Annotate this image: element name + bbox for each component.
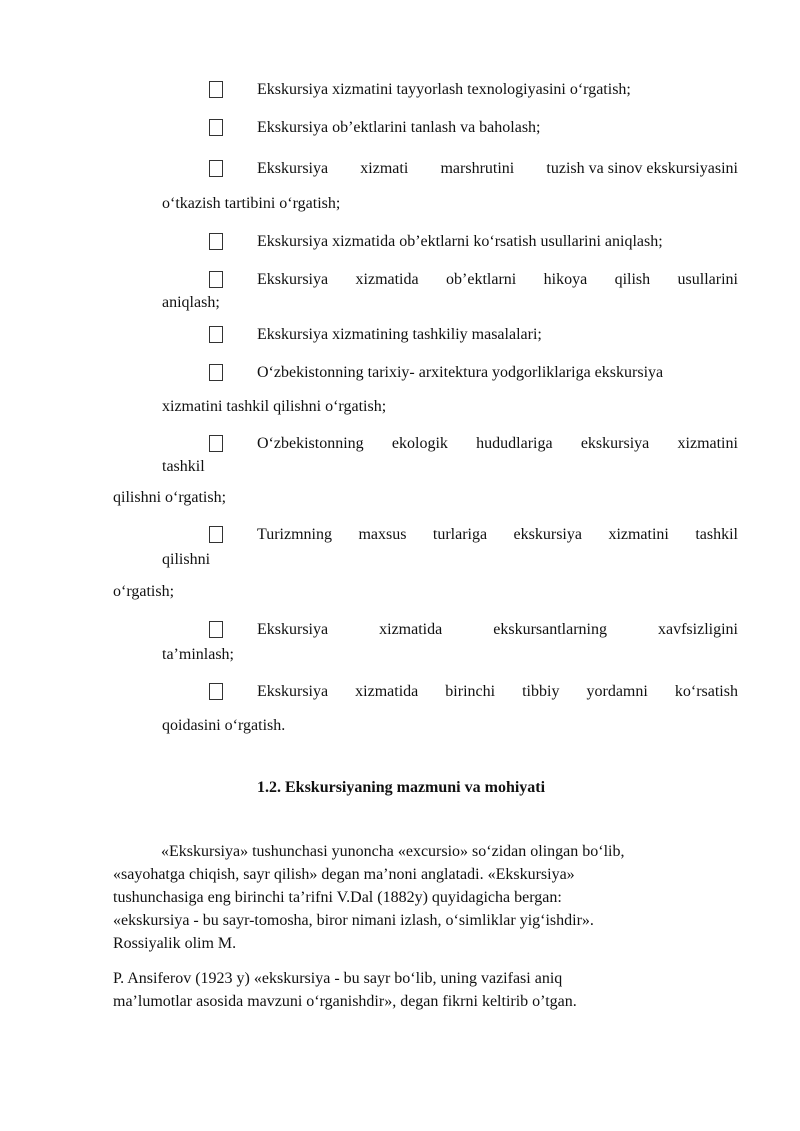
list-item [257, 159, 738, 179]
list-item-word: ekskursiya [513, 526, 582, 543]
list-item-continuation: qilishni [162, 551, 211, 568]
list-item-word: turlariga [432, 526, 488, 543]
paragraph-line: «ekskursiya - bu sayr-tomosha, biror nimani izlash, o‘simliklar yig‘ishdir». [113, 912, 594, 929]
list-item-continuation: tashkil [162, 458, 205, 475]
list-item-word: Ekskursiya [257, 683, 329, 700]
list-item: Ekskursiya ob’ektlarini tanlash va baholash; [257, 119, 541, 136]
list-item-word: xavfsizligini [658, 621, 738, 638]
list-item-word: ekologik [391, 435, 448, 452]
list-item-word: maxsus [358, 526, 407, 543]
bullet-icon [209, 526, 223, 543]
list-item-word: ob’ektlarni [446, 271, 517, 288]
bullet-icon [209, 364, 223, 381]
list-item-word: birinchi [445, 683, 496, 700]
list-item-continuation: qilishni o‘rgatish; [113, 489, 227, 506]
list-item [257, 434, 738, 454]
list-item [257, 270, 738, 290]
list-item: O‘zbekistonning tarixiy- arxitektura yodgorliklariga ekskursiya [257, 364, 664, 381]
list-item-word: xizmatida [379, 621, 443, 638]
list-item-word: usullarini [677, 271, 738, 288]
list-item-word: xizmatida [355, 271, 419, 288]
bullet-icon [209, 233, 223, 250]
list-item-word: Ekskursiya [257, 621, 329, 638]
list-item: Ekskursiya xizmatining tashkiliy masalalari; [257, 326, 542, 343]
paragraph [113, 967, 753, 1013]
paragraph-line: «Ekskursiya» tushunchasi yunoncha «excursio» so‘zidan olingan bo‘lib, [161, 843, 625, 860]
bullet-icon [209, 119, 223, 136]
list-item [257, 682, 738, 702]
list-item-continuation: ta’minlash; [162, 646, 234, 663]
list-item-word: Turizmning [257, 526, 332, 543]
list-item-word: ekskursiya [580, 435, 650, 452]
list-item-word: ekskursantlarning [493, 621, 607, 638]
bullet-icon [209, 326, 223, 343]
paragraph-line: P. Ansiferov (1923 y) «ekskursiya - bu sayr bo‘lib, uning vazifasi aniq [113, 970, 563, 987]
paragraph [113, 840, 753, 955]
list-item-continuation: o‘rgatish; [113, 583, 175, 600]
list-item-word: hududlariga [476, 435, 553, 452]
list-item-word: xizmati [360, 160, 409, 177]
list-item-word: Ekskursiya [257, 271, 329, 288]
bullet-icon [209, 435, 223, 452]
list-item: Ekskursiya xizmatini tayyorlash texnologiyasini o‘rgatish; [257, 81, 631, 98]
list-item-word: xizmatini [677, 435, 738, 452]
list-item-word: O‘zbekistonning [257, 435, 364, 452]
list-item: Ekskursiya xizmatida ob’ektlarni ko‘rsatish usullarini aniqlash; [257, 233, 663, 250]
list-item-continuation: aniqlash; [162, 294, 220, 311]
list-item-word: hikoya [543, 271, 588, 288]
bullet-icon [209, 81, 223, 98]
list-item [257, 525, 738, 545]
list-item-word: marshrutini [440, 160, 515, 177]
list-item-word: Ekskursiya [257, 160, 329, 177]
list-item-word: ko‘rsatish [674, 683, 738, 700]
list-item-continuation: xizmatini tashkil qilishni o‘rgatish; [162, 398, 387, 415]
list-item [257, 620, 738, 640]
bullet-icon [209, 160, 223, 177]
list-item-continuation: qoidasini o‘rgatish. [162, 717, 286, 734]
list-item-word: yordamni [586, 683, 648, 700]
bullet-icon [209, 271, 223, 288]
list-item-word: qilish [614, 271, 651, 288]
list-item-word: xizmatida [355, 683, 419, 700]
paragraph-line: ma’lumotlar asosida mavzuni o‘rganishdir», degan fikrni keltirib o’tgan. [113, 993, 577, 1010]
list-item-continuation: o‘tkazish tartibini o‘rgatish; [162, 195, 341, 212]
list-item-word: xizmatini [608, 526, 669, 543]
paragraph-line: «sayohatga chiqish, sayr qilish» degan ma’noni anglatadi. «Ekskursiya» [113, 866, 575, 883]
list-item-word: tibbiy [522, 683, 560, 700]
paragraph-line: tushunchasiga eng birinchi ta’rifni V.Dal (1882y) quyidagicha bergan: [113, 889, 562, 906]
paragraph-line: Rossiyalik olim M. [113, 935, 237, 952]
bullet-icon [209, 683, 223, 700]
section-heading: 1.2. Ekskursiyaning mazmuni va mohiyati [257, 779, 546, 796]
list-item-word: tuzish va sinov ekskursiyasini [546, 160, 738, 177]
list-item-word: tashkil [695, 526, 738, 543]
bullet-icon [209, 621, 223, 638]
